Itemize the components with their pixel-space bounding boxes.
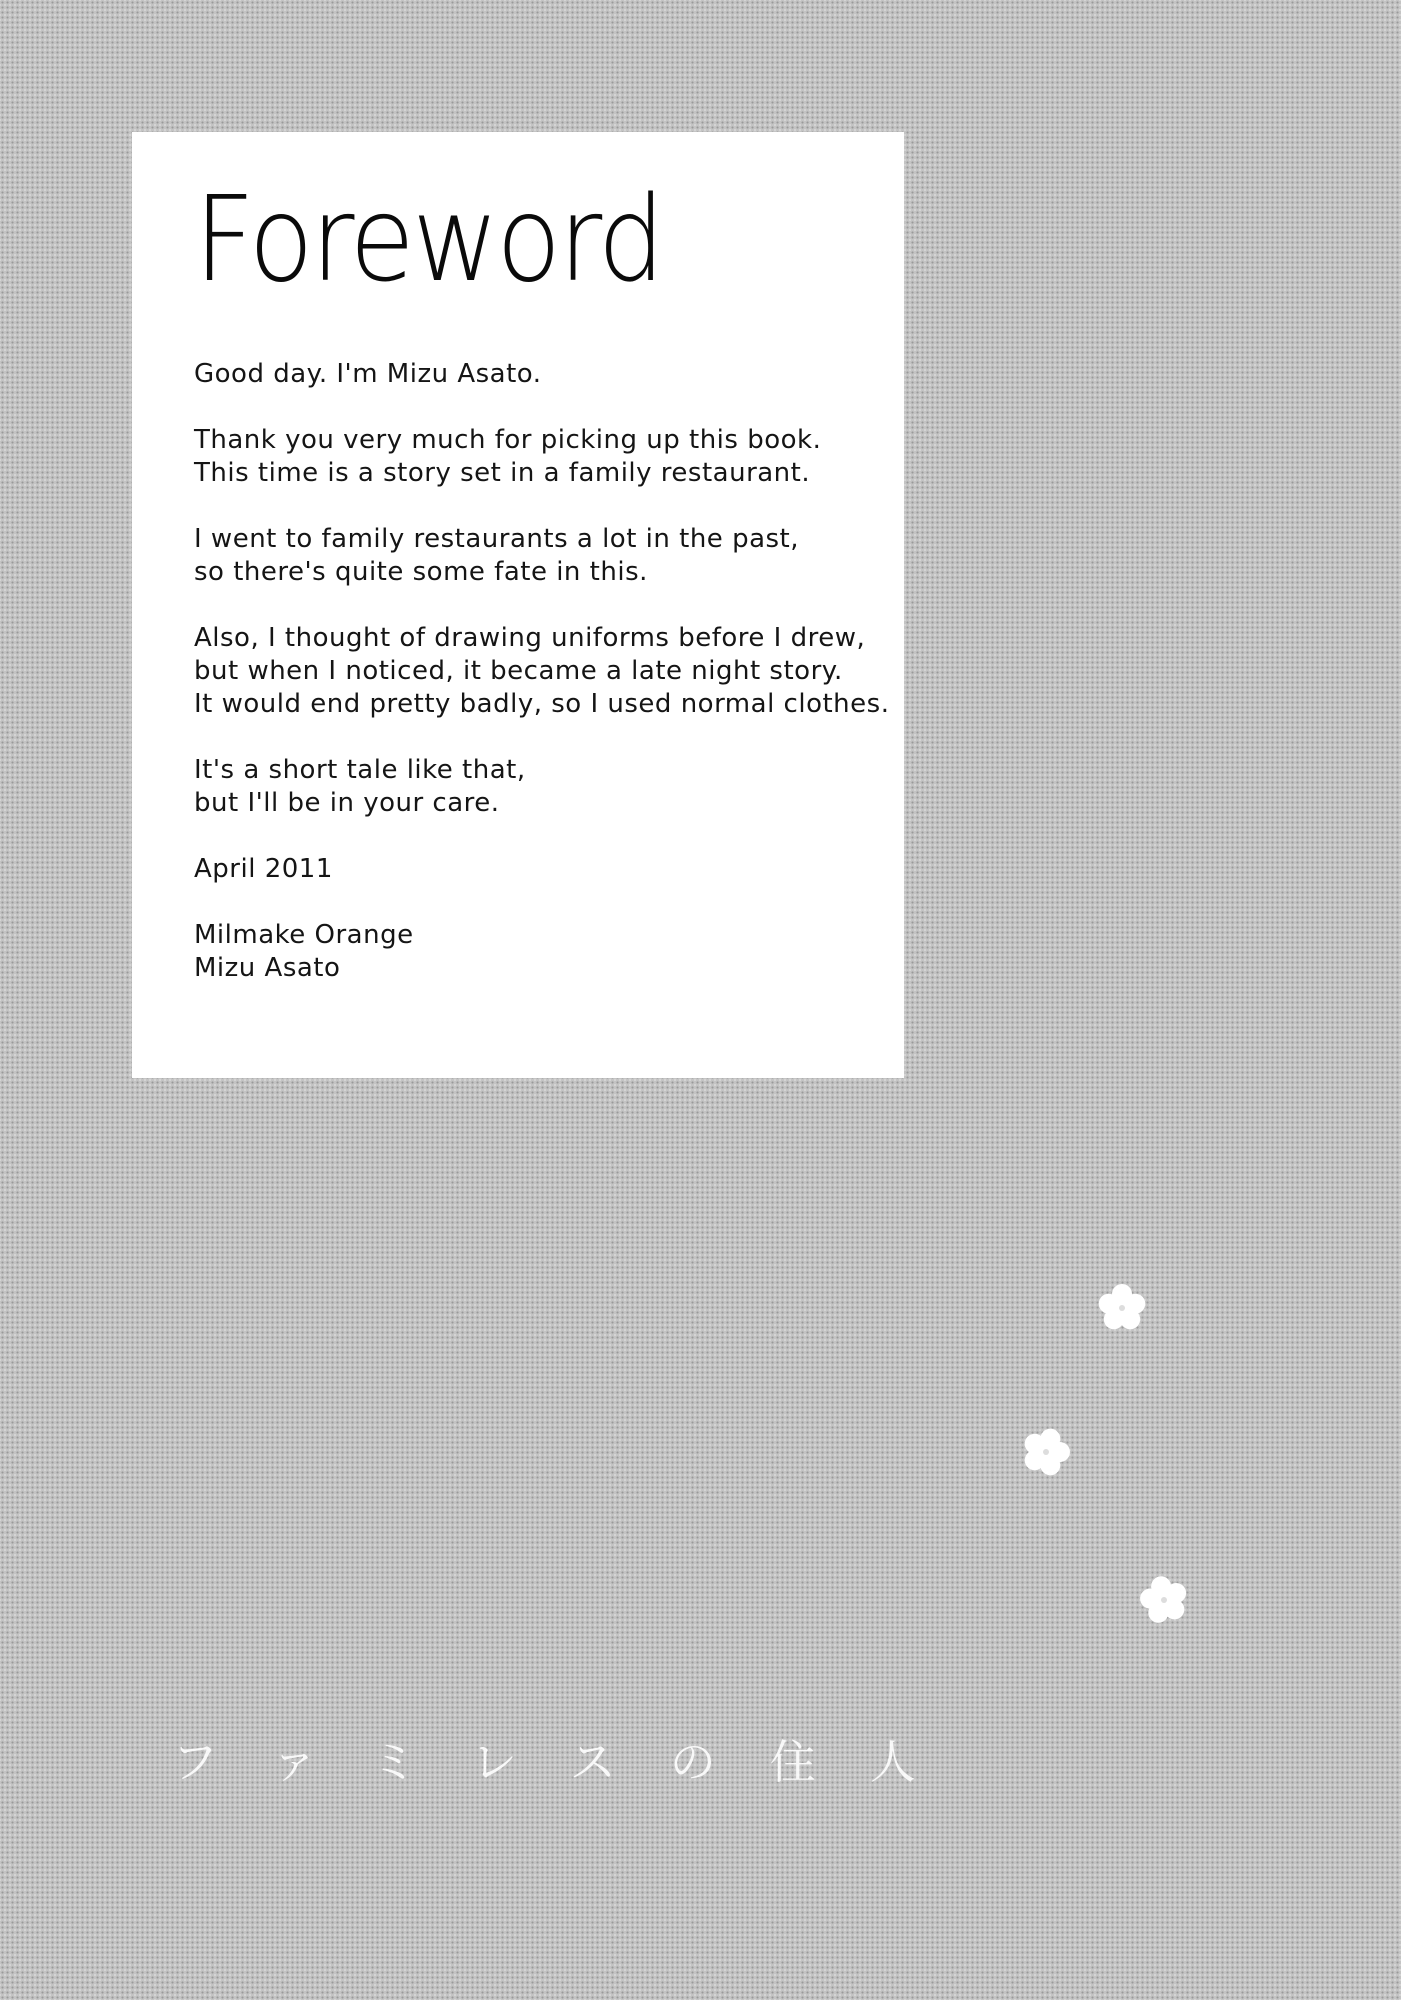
flower-icon <box>1134 1570 1194 1630</box>
paragraph-1 <box>194 358 894 391</box>
text-line: It would end pretty badly, so I used normal clothes. <box>194 689 890 719</box>
text-line: but when I noticed, it became a late night story. <box>194 656 843 686</box>
text-line: Good day. I'm Mizu Asato. <box>194 359 542 389</box>
paragraph-2 <box>194 424 894 490</box>
text-line: It's a short tale like that, <box>194 755 526 785</box>
date-line <box>194 853 894 886</box>
paragraph-4 <box>194 622 894 721</box>
japanese-title: ファミレスの住人 <box>172 1735 970 1789</box>
foreword-panel <box>132 132 904 1078</box>
flower-icon <box>1016 1422 1076 1482</box>
signature-block <box>194 919 894 985</box>
text-line: I went to family restaurants a lot in the past, <box>194 524 800 554</box>
foreword-body <box>194 358 894 1018</box>
text-line: but I'll be in your care. <box>194 788 500 818</box>
text-line: April 2011 <box>194 854 333 884</box>
paragraph-3 <box>194 523 894 589</box>
page-title: Foreword <box>194 170 663 308</box>
paragraph-5 <box>194 754 894 820</box>
text-line: so there's quite some fate in this. <box>194 557 648 587</box>
text-line: Thank you very much for picking up this book. <box>194 425 822 455</box>
author-name: Mizu Asato <box>194 953 341 983</box>
text-line: This time is a story set in a family restaurant. <box>194 458 811 488</box>
flower-icon <box>1092 1278 1152 1338</box>
circle-name: Milmake Orange <box>194 920 414 950</box>
text-line: Also, I thought of drawing uniforms before I drew, <box>194 623 866 653</box>
